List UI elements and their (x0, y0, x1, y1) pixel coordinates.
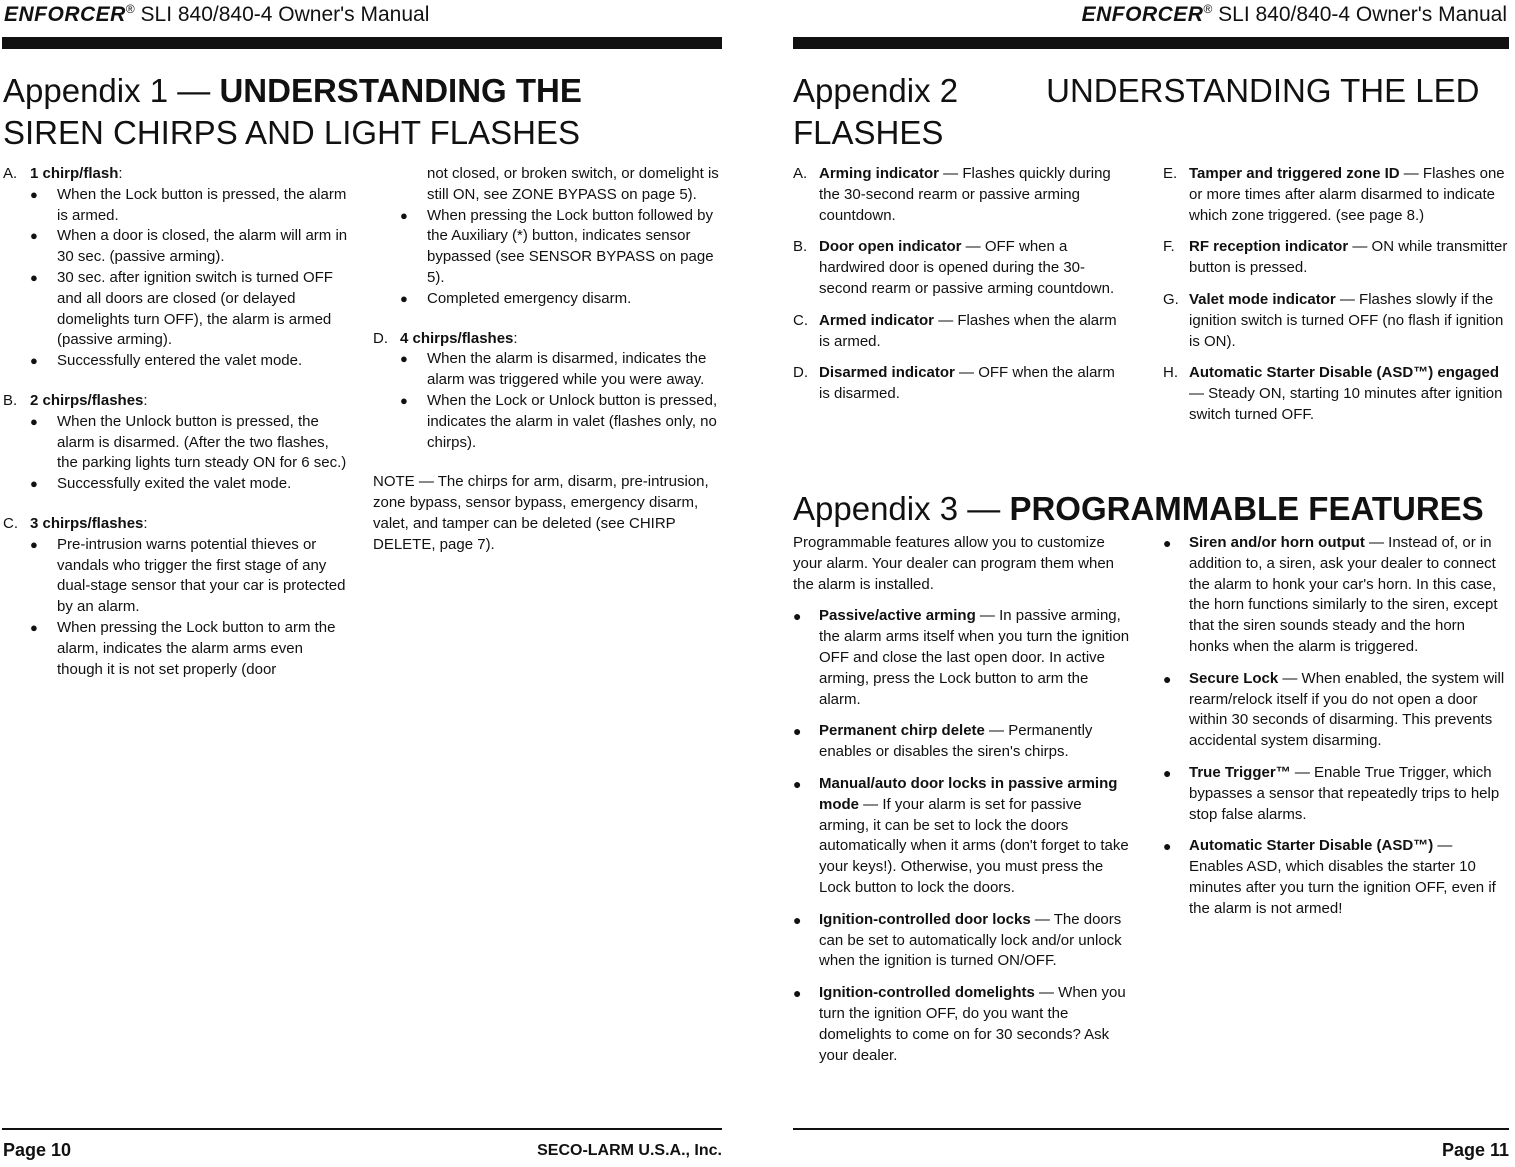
brand-name: ENFORCER (4, 3, 126, 26)
feature-name: Secure Lock (1189, 669, 1279, 687)
brand-name: ENFORCER (1081, 3, 1204, 26)
indicator-name: Automatic Starter Disable (ASD™) engaged (1189, 364, 1500, 382)
feature-desc: — Permanently enables or disables the siren's chirps. (819, 722, 1093, 761)
registered-mark: ® (1203, 2, 1213, 16)
appendix3-title (793, 488, 1509, 530)
led-column-1 (793, 164, 1123, 416)
led-item-e (1163, 164, 1509, 226)
indicator-name: Door open indicator (819, 238, 962, 256)
indicator-desc: — Flashes when the alarm is armed. (819, 311, 1117, 350)
appendix1-title-bold: UNDERSTANDING THE (219, 72, 582, 109)
chirp-section-c (3, 514, 348, 680)
list-item: ● Completed emergency disarm. (400, 289, 722, 310)
indicator-name: Arming indicator (819, 165, 940, 182)
list-item: ● 30 sec. after ignition switch is turned OFF and all doors are closed (or delayed domelights turn OFF), the alarm is armed (passive arming). (30, 268, 348, 351)
list-item: ● When the Lock button is pressed, the alarm is armed. (30, 185, 348, 227)
chirp-section-b (3, 391, 348, 495)
appendix3-title-prefix: Appendix 3 — (793, 490, 1010, 527)
list-item: ● When pressing the Lock button followed by the Auxiliary (*) button, indicates sensor bypassed (see SENSOR BYPASS on page 5). (400, 206, 722, 289)
list-item: ● When a door is closed, the alarm will arm in 30 sec. (passive arming). (30, 226, 348, 268)
heading-colon: : (143, 391, 148, 409)
continuation-text: not closed, or broken switch, or domelight is still ON, see ZONE BYPASS on page 5). (427, 165, 719, 203)
appendix1-title-prefix: Appendix 1 — (3, 72, 220, 109)
list-item: ● When the Lock or Unlock button is pressed, indicates the alarm in valet (flashes only, no chirps). (400, 391, 722, 453)
feature-desc: — When you turn the ignition OFF, do you want the domelights to come on for 30 seconds? Ask your dealer. (819, 984, 1126, 1064)
list-item: ● Successfully exited the valet mode. (30, 474, 348, 495)
led-item-a (793, 164, 1123, 226)
indicator-desc: — Flashes slowly if the ignition switch is turned OFF (no flash if ignition is ON). (1189, 290, 1504, 350)
indicator-desc: — Steady ON, starting 10 minutes after ignition switch turned OFF. (1189, 385, 1503, 423)
feature-desc: — Enable True Trigger, which bypasses a sensor that repeatedly trips to help stop false alarms. (1189, 763, 1500, 823)
led-item-d (793, 363, 1123, 405)
section-heading: 3 chirps/flashes (30, 514, 144, 532)
feature-name: Ignition-controlled door locks (819, 910, 1031, 928)
features-intro: Programmable features allow you to customize your alarm. Your dealer can program them when the alarm is installed. (793, 534, 1115, 593)
item-letter: B. (793, 238, 808, 256)
section-letter: A. (3, 165, 18, 182)
feature-name: Passive/active arming (819, 607, 976, 625)
chirp-note: NOTE — The chirps for arm, disarm, pre-intrusion, zone bypass, sensor bypass, emergency disarm, valet, and tamper can be deleted (see CHIRP DELETE, page 7). (373, 473, 709, 553)
feature-desc: — The doors can be set to automatically lock and/or unlock when the ignition is turned ON/OFF. (819, 910, 1122, 970)
appendix1-column-2 (373, 164, 722, 556)
section-letter: C. (3, 514, 18, 532)
item-letter: E. (1163, 165, 1178, 182)
item-letter: G. (1163, 290, 1179, 308)
indicator-name: RF reception indicator (1189, 238, 1349, 256)
feature-name: Permanent chirp delete (819, 722, 985, 740)
indicator-name: Armed indicator (819, 311, 935, 329)
feature-item (793, 910, 1133, 972)
feature-item (793, 774, 1133, 899)
manual-title: SLI 840/840-4 Owner's Manual (1212, 3, 1507, 26)
right-page (793, 0, 1509, 1167)
header-rule (793, 37, 1509, 49)
section-heading: 2 chirps/flashes (30, 391, 144, 409)
section-letter: B. (3, 391, 18, 409)
feature-item (793, 983, 1133, 1066)
feature-desc: — If your alarm is set for passive arming, it can be set to lock the doors automatically when it arms (don't forget to take your keys!). Otherwise, you must press the Lock button to lock the doors. (819, 795, 1129, 896)
feature-desc: — When enabled, the system will rearm/relock itself if you do not open a door within 30 seconds of disarming. This prevents accidental system disarming. (1189, 669, 1505, 750)
footer-rule (2, 1128, 722, 1130)
heading-colon: : (143, 514, 148, 532)
led-item-f (1163, 237, 1509, 279)
appendix2-title-line2: FLASHES (793, 114, 944, 151)
indicator-name: Disarmed indicator (819, 364, 955, 382)
indicator-desc: — OFF when the alarm is disarmed. (819, 364, 1115, 403)
item-letter: H. (1163, 364, 1178, 382)
list-item: ● When the alarm is disarmed, indicates the alarm was triggered while you were away. (400, 349, 722, 391)
feature-item (1163, 533, 1509, 658)
feature-item (793, 606, 1133, 710)
page-header-left (4, 2, 429, 27)
indicator-desc: — ON while transmitter button is pressed. (1189, 238, 1508, 277)
feature-name: Manual/auto door locks in passive arming mode (819, 774, 1118, 813)
chirp-section-a (3, 164, 348, 372)
item-letter: C. (793, 311, 808, 329)
appendix2-title-rest: UNDERSTANDING THE LED (1046, 72, 1480, 109)
led-item-c (793, 311, 1123, 353)
page-header-right (1082, 2, 1507, 27)
list-item: ● When pressing the Lock button to arm the alarm, indicates the alarm arms even though it is not set properly (door (30, 618, 348, 680)
list-item: ● Pre-intrusion warns potential thieves or vandals who trigger the first stage of any dual-stage sensor that your car is protected by an alarm. (30, 535, 348, 618)
list-item: ● Successfully entered the valet mode. (30, 351, 348, 372)
feature-desc: — Instead of, or in addition to, a siren, ask your dealer to connect the alarm to honk your car's horn. In this case, the horn functions similarly to the siren, except that the siren sounds steady and the horn honks when the alarm is triggered. (1189, 534, 1498, 655)
feature-desc: — Enables ASD, which disables the starter 10 minutes after you turn the ignition OFF, even if the alarm is not armed! (1189, 837, 1496, 917)
feature-item (1163, 763, 1509, 825)
page-number-right: Page 11 (1441, 1140, 1509, 1160)
left-page (0, 0, 722, 1167)
footer-rule (793, 1128, 1509, 1130)
item-letter: F. (1163, 238, 1175, 256)
feature-name: Ignition-controlled domelights (819, 984, 1035, 1002)
section-letter: D. (373, 329, 388, 347)
manual-title: SLI 840/840-4 Owner's Manual (134, 3, 430, 26)
indicator-desc: — Flashes quickly during the 30-second rearm or passive arming countdown. (819, 165, 1111, 224)
features-column-1 (793, 533, 1133, 1077)
heading-colon: : (513, 329, 518, 347)
feature-name: True Trigger™ (1189, 763, 1291, 781)
company-name: SECO-LARM U.S.A., Inc. (537, 1142, 722, 1159)
led-item-h (1163, 363, 1509, 425)
feature-name: Automatic Starter Disable (ASD™) (1189, 837, 1434, 855)
item-letter: A. (793, 165, 808, 182)
led-item-g (1163, 290, 1509, 352)
header-rule (2, 37, 722, 49)
feature-item (1163, 669, 1509, 752)
appendix3-title-bold: PROGRAMMABLE FEATURES (1009, 490, 1484, 527)
indicator-desc: — Flashes one or more times after alarm disarmed to indicate which zone triggered. (see page 8.) (1189, 165, 1505, 224)
list-item: ● When the Unlock button is pressed, the alarm is disarmed. (After the two flashes, the parking lights turn steady ON for 6 sec.) (30, 412, 348, 474)
appendix1-title-line2: SIREN CHIRPS AND LIGHT FLASHES (3, 114, 581, 151)
section-heading: 4 chirps/flashes (400, 329, 514, 347)
appendix2-title (793, 70, 1509, 154)
page-number-left: Page 10 (3, 1140, 72, 1160)
indicator-desc: — OFF when a hardwired door is opened during the 30-second rearm or passive arming countdown. (819, 238, 1115, 297)
feature-item (793, 721, 1133, 763)
item-letter: D. (793, 364, 808, 382)
registered-mark: ® (125, 2, 135, 16)
chirp-section-d (373, 329, 722, 454)
heading-colon: : (118, 165, 123, 182)
section-heading: 1 chirp/flash (30, 165, 119, 182)
appendix1-title (3, 70, 718, 154)
indicator-name: Valet mode indicator (1189, 290, 1336, 308)
feature-desc: — In passive arming, the alarm arms itself when you turn the ignition OFF and close the last open door. In active arming, press the Lock button to arm the alarm. (819, 607, 1130, 708)
led-item-b (793, 237, 1123, 299)
features-column-2 (1163, 533, 1509, 931)
appendix1-column-1 (3, 164, 348, 680)
indicator-name: Tamper and triggered zone ID (1189, 165, 1400, 182)
feature-item (1163, 836, 1509, 919)
appendix2-title-prefix: Appendix 2 (793, 72, 959, 109)
feature-name: Siren and/or horn output (1189, 534, 1365, 551)
led-column-2 (1163, 164, 1509, 437)
